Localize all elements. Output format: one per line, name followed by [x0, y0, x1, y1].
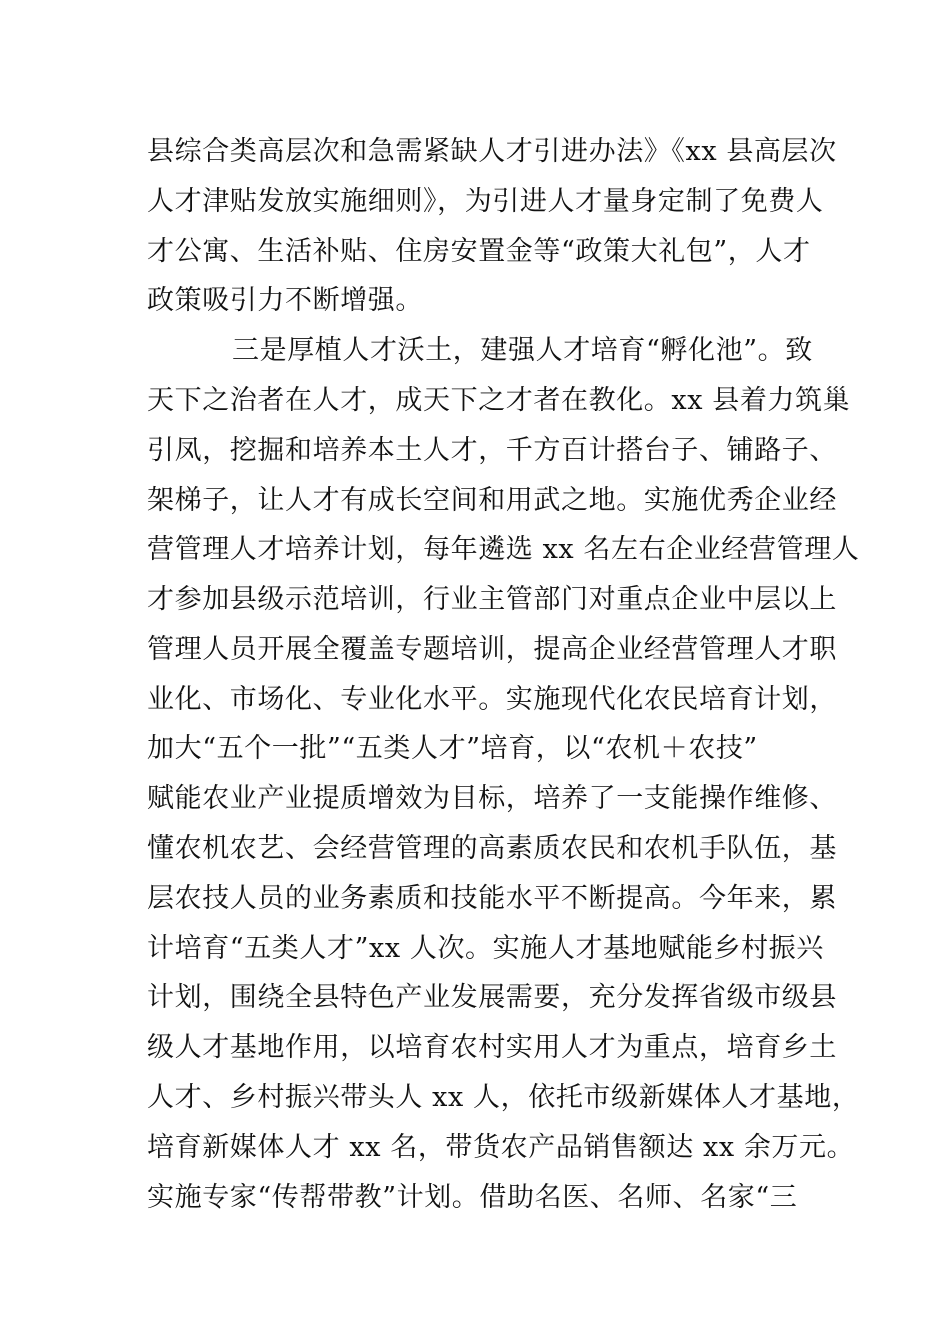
- text-line-9: 营管理人才培养计划，每年遴选 xx 名左右企业经营管理人: [147, 534, 860, 565]
- text-line-3: 才公寓、生活补贴、住房安置金等“政策大礼包”，人才: [147, 236, 811, 267]
- text-line-4: 政策吸引力不断增强。: [147, 285, 423, 316]
- text-line-12: 业化、市场化、专业化水平。实施现代化农民培育计划，: [147, 684, 837, 715]
- text-line-2: 人才津贴发放实施细则》，为引进人才量身定制了免费人: [147, 186, 824, 217]
- text-line-8: 架梯子，让人才有成长空间和用武之地。实施优秀企业经: [147, 485, 837, 516]
- text-line-13: 加大“五个一批”“五类人才”培育，以“农机＋农技”: [147, 733, 758, 764]
- text-line-17: 计培育“五类人才”xx 人次。实施人才基地赋能乡村振兴: [147, 933, 824, 964]
- text-line-21: 培育新媒体人才 xx 名，带货农产品销售额达 xx 余万元。: [147, 1132, 855, 1163]
- text-line-14: 赋能农业产业提质增效为目标，培养了一支能操作维修、: [147, 783, 837, 814]
- text-line-6: 天下之治者在人才，成天下之才者在教化。xx 县着力筑巢: [147, 385, 851, 416]
- text-line-22: 实施专家“传帮带教”计划。借助名医、名师、名家“三: [147, 1182, 798, 1213]
- text-line-15: 懂农机农艺、会经营管理的高素质农民和农机手队伍，基: [147, 833, 837, 864]
- text-line-18: 计划，围绕全县特色产业发展需要，充分发挥省级市级县: [147, 982, 837, 1013]
- text-line-11: 管理人员开展全覆盖专题培训，提高企业经营管理人才职: [147, 634, 837, 665]
- text-line-16: 层农技人员的业务素质和技能水平不断提高。今年来，累: [147, 883, 837, 914]
- paragraph-heading-line: 三是厚植人才沃土，建强人才培育“孵化池”。致: [232, 335, 813, 366]
- text-line-10: 才参加县级示范培训，行业主管部门对重点企业中层以上: [147, 584, 837, 615]
- text-line-7: 引凤，挖掘和培养本土人才，千方百计搭台子、铺路子、: [147, 435, 837, 466]
- text-line-19: 级人才基地作用，以培育农村实用人才为重点，培育乡土: [147, 1032, 837, 1063]
- text-line-20: 人才、乡村振兴带头人 xx 人，依托市级新媒体人才基地，: [147, 1082, 860, 1113]
- text-line-1: 县综合类高层次和急需紧缺人才引进办法》《xx 县高层次: [147, 136, 837, 167]
